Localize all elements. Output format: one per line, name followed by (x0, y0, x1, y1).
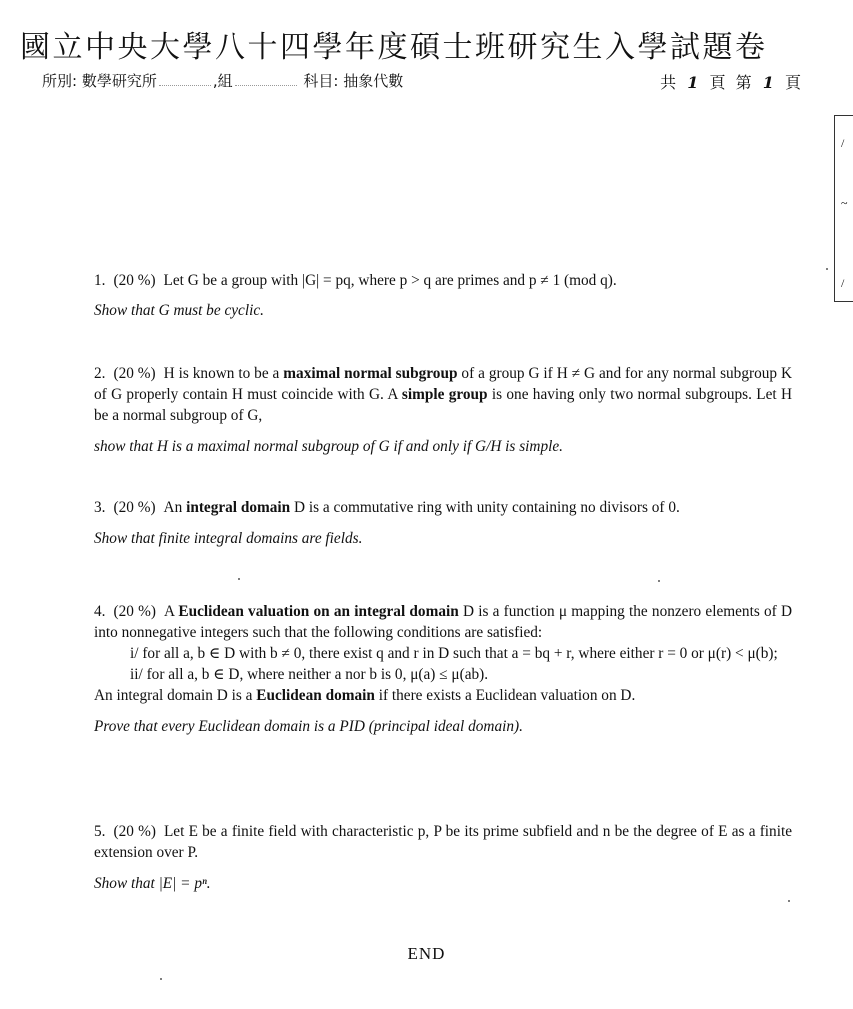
problem-5 (94, 821, 792, 894)
problem-text: An integral domain D is a (94, 687, 253, 704)
page-counter (660, 70, 801, 93)
scan-speck (160, 978, 162, 980)
problem-conclusion: Show that |E| = pⁿ. (94, 875, 211, 892)
problem-3 (94, 497, 792, 549)
page-unit: 頁 (709, 73, 726, 92)
page-unit2: 頁 (784, 73, 801, 92)
problem-4 (94, 601, 792, 737)
problem-text: Let E be a finite field with characteristic p, P be its prime subfield and n be the degree of E as a finite extension over P. (94, 823, 792, 861)
end-marker: END (407, 944, 446, 963)
problem-conclusion: show that H is a maximal normal subgroup of G if and only if G/H is simple. (94, 438, 563, 455)
problem-1 (94, 270, 792, 321)
subject-label: 科目: 抽象代數 (303, 72, 404, 90)
problem-number: 4. (94, 603, 106, 620)
problem-points: (20 %) (113, 823, 156, 840)
problem-points: (20 %) (113, 272, 156, 289)
blank-line (235, 85, 297, 86)
blank-line (159, 85, 211, 86)
scan-speck (788, 900, 790, 902)
exam-title: 國立中央大學八十四學年度碩士班研究生入學試題卷 (20, 30, 768, 65)
department-label: 所別: 數學研究所 (42, 72, 157, 90)
problem-text: D is a commutative ring with unity containing no divisors of 0. (294, 499, 680, 516)
term-integral-domain: integral domain (186, 499, 291, 516)
problem-conclusion: Show that G must be cyclic. (94, 302, 264, 319)
problem-points: (20 %) (113, 365, 156, 382)
problem-text: Let G be a group with |G| = pq, where p > q are primes and p ≠ 1 (mod q). (163, 272, 617, 289)
condition-1: i/ for all a, b ∈ D with b ≠ 0, there exist q and r in D such that a = bq + r, where either r = 0 or μ(r) < μ(b); (130, 645, 778, 662)
term-simple-group: simple group (401, 386, 488, 403)
page-total: 1 (687, 73, 699, 92)
problem-points: (20 %) (113, 603, 156, 620)
problem-text: D is a function μ mapping the nonzero elements of D into nonnegative integers such that the following conditions are satisfied: (94, 603, 793, 641)
scan-speck (658, 580, 660, 582)
problem-text: is one having only two normal subgroups. Let H be a normal subgroup of G, (94, 386, 792, 424)
problem-number: 2. (94, 365, 106, 382)
problem-number: 5. (94, 823, 106, 840)
term-euclidean-domain: Euclidean domain (256, 687, 375, 704)
problem-conclusion: Prove that every Euclidean domain is a PID (principal ideal domain). (94, 718, 523, 735)
problem-text: if there exists a Euclidean valuation on D. (378, 687, 636, 704)
page-total-label: 共 (660, 73, 677, 92)
problem-text: A (163, 603, 175, 620)
condition-2: ii/ for all a, b ∈ D, where neither a nor b is 0, μ(a) ≤ μ(ab). (130, 666, 489, 683)
page-num: 1 (762, 73, 774, 92)
scan-speck (826, 268, 828, 270)
exam-meta (42, 70, 403, 91)
problem-points: (20 %) (113, 499, 156, 516)
problem-conclusion: Show that finite integral domains are fields. (94, 530, 363, 547)
scan-speck (238, 578, 240, 580)
problem-2 (94, 363, 792, 457)
problem-number: 3. (94, 499, 106, 516)
problem-number: 1. (94, 272, 106, 289)
group-label: ,組 (212, 72, 233, 90)
problem-text: H is known to be a (163, 365, 280, 382)
edge-stamp: / ~ / (834, 115, 853, 302)
term-maximal-normal-subgroup: maximal normal subgroup (283, 365, 458, 382)
page-num-label: 第 (735, 73, 752, 92)
term-euclidean-valuation: Euclidean valuation on an integral domain (178, 603, 459, 620)
problem-text: of a group G if H ≠ G and for any normal subgroup K of G properly contain H must coincide with G. A (94, 365, 792, 403)
problem-text: An (163, 499, 183, 516)
